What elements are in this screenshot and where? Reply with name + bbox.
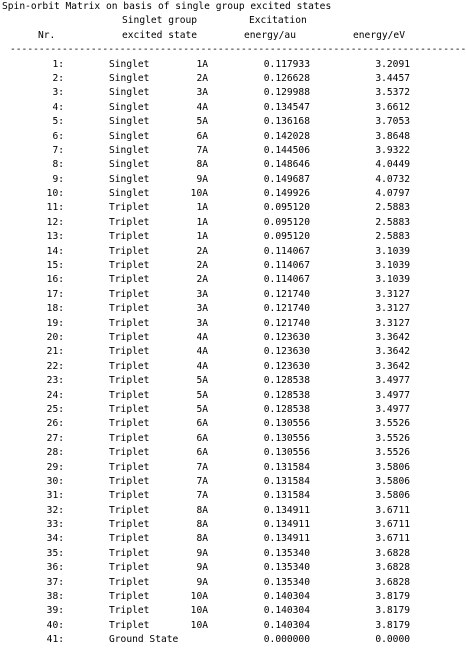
table-row <box>0 101 427 115</box>
table-row <box>0 230 427 244</box>
row-state: 10A <box>190 591 208 603</box>
row-type: Triplet <box>109 418 150 430</box>
table-row <box>0 144 427 158</box>
row-state: 4A <box>196 101 208 113</box>
row-type: Triplet <box>109 547 150 559</box>
row-energy-ev: 3.7053 <box>375 116 410 128</box>
row-energy-ev: 3.5806 <box>375 490 410 502</box>
row-state: 4A <box>196 360 208 372</box>
row-energy-au: 0.128538 <box>263 389 310 401</box>
row-energy-ev: 3.5526 <box>375 432 410 444</box>
row-state: 8A <box>196 519 208 531</box>
row-state: 10A <box>190 188 208 200</box>
row-energy-au: 0.131584 <box>263 475 310 487</box>
row-state: 9A <box>196 576 208 588</box>
table-row <box>0 374 427 388</box>
row-state: 2A <box>196 260 208 272</box>
row-state: 7A <box>196 475 208 487</box>
header-excited-state: excited state <box>122 29 198 41</box>
row-energy-ev: 3.4457 <box>375 72 410 84</box>
row-energy-au: 0.117933 <box>263 58 310 70</box>
row-number: 6: <box>52 130 64 142</box>
table-row <box>0 576 427 590</box>
row-energy-au: 0.095120 <box>263 216 310 228</box>
row-energy-au: 0.000000 <box>263 634 310 646</box>
document-title: Spin-orbit Matrix on basis of single group excited states <box>2 1 332 12</box>
row-number: 36: <box>46 562 64 574</box>
row-type: Singlet <box>109 87 150 99</box>
row-number: 34: <box>46 533 64 545</box>
row-number: 11: <box>46 202 64 214</box>
row-energy-ev: 3.5806 <box>375 475 410 487</box>
row-energy-ev: 4.0797 <box>375 188 410 200</box>
table-row <box>0 345 427 359</box>
row-energy-au: 0.135340 <box>263 576 310 588</box>
row-energy-ev: 3.4977 <box>375 375 410 387</box>
row-energy-ev: 3.4977 <box>375 403 410 415</box>
row-state: 10A <box>190 605 208 617</box>
row-energy-ev: 3.8179 <box>375 591 410 603</box>
row-state: 9A <box>196 173 208 185</box>
row-state: 3A <box>196 303 208 315</box>
row-energy-ev: 3.6828 <box>375 576 410 588</box>
table-row <box>0 302 427 316</box>
row-energy-ev: 3.4977 <box>375 389 410 401</box>
row-energy-au: 0.130556 <box>263 432 310 444</box>
row-type: Triplet <box>109 475 150 487</box>
row-number: 33: <box>46 519 64 531</box>
row-energy-au: 0.121740 <box>263 317 310 329</box>
table-row <box>0 187 427 201</box>
row-number: 25: <box>46 403 64 415</box>
header-separator-line <box>0 43 466 57</box>
row-type: Singlet <box>109 101 150 113</box>
row-state: 9A <box>196 562 208 574</box>
data-table-body <box>0 58 427 648</box>
row-type: Triplet <box>109 231 150 243</box>
header-nr: Nr. <box>38 29 56 41</box>
row-energy-ev: 3.6612 <box>375 101 410 113</box>
row-type: Triplet <box>109 447 150 459</box>
row-energy-au: 0.135340 <box>263 547 310 559</box>
table-row <box>0 158 427 172</box>
row-type: Triplet <box>109 216 150 228</box>
row-energy-au: 0.130556 <box>263 418 310 430</box>
row-state: 1A <box>196 216 208 228</box>
row-state: 4A <box>196 331 208 343</box>
table-row <box>0 216 427 230</box>
row-type: Triplet <box>109 432 150 444</box>
row-type: Triplet <box>109 346 150 358</box>
table-row <box>0 590 427 604</box>
row-state: 3A <box>196 288 208 300</box>
row-energy-ev: 3.1039 <box>375 260 410 272</box>
row-type: Triplet <box>109 461 150 473</box>
row-state: 6A <box>196 418 208 430</box>
table-row <box>0 130 427 144</box>
row-energy-ev: 3.3127 <box>375 303 410 315</box>
row-number: 2: <box>52 72 64 84</box>
row-number: 13: <box>46 231 64 243</box>
row-number: 18: <box>46 303 64 315</box>
row-energy-ev: 3.3642 <box>375 331 410 343</box>
row-energy-au: 0.114067 <box>263 274 310 286</box>
table-row <box>0 115 427 129</box>
row-energy-ev: 3.8648 <box>375 130 410 142</box>
row-number: 5: <box>52 116 64 128</box>
row-energy-ev: 3.6711 <box>375 504 410 516</box>
header-excitation: Excitation <box>249 15 307 27</box>
row-type: Triplet <box>109 605 150 617</box>
row-energy-au: 0.134547 <box>263 101 310 113</box>
table-row <box>0 259 427 273</box>
row-number: 4: <box>52 101 64 113</box>
row-energy-ev: 3.1039 <box>375 274 410 286</box>
row-energy-ev: 0.0000 <box>375 634 410 646</box>
table-row <box>0 432 427 446</box>
table-row <box>0 360 427 374</box>
row-state: 8A <box>196 504 208 516</box>
table-row <box>0 547 427 561</box>
table-row <box>0 72 427 86</box>
row-energy-ev: 3.5526 <box>375 447 410 459</box>
row-state: 5A <box>196 389 208 401</box>
row-state: 1A <box>196 58 208 70</box>
row-type: Triplet <box>109 360 150 372</box>
row-type: Triplet <box>109 331 150 343</box>
row-energy-au: 0.095120 <box>263 202 310 214</box>
table-row <box>0 389 427 403</box>
row-number: 29: <box>46 461 64 473</box>
row-number: 1: <box>52 58 64 70</box>
row-state: 8A <box>196 159 208 171</box>
row-type: Singlet <box>109 58 150 70</box>
row-type: Triplet <box>109 533 150 545</box>
row-type: Triplet <box>109 562 150 574</box>
row-energy-ev: 3.3642 <box>375 360 410 372</box>
row-type: Triplet <box>109 490 150 502</box>
table-row <box>0 403 427 417</box>
row-number: 23: <box>46 375 64 387</box>
row-number: 31: <box>46 490 64 502</box>
row-state: 2A <box>196 274 208 286</box>
row-energy-ev: 2.5883 <box>375 231 410 243</box>
row-energy-ev: 3.9322 <box>375 144 410 156</box>
row-energy-au: 0.148646 <box>263 159 310 171</box>
separator: ------------------------------------------------------------------------------- <box>10 44 466 56</box>
row-energy-ev: 2.5883 <box>375 216 410 228</box>
row-energy-au: 0.134911 <box>263 504 310 516</box>
row-number: 30: <box>46 475 64 487</box>
table-row <box>0 633 427 647</box>
row-state: 6A <box>196 432 208 444</box>
header-singlet-group: Singlet group <box>122 15 198 27</box>
row-state: 10A <box>190 619 208 631</box>
row-energy-au: 0.131584 <box>263 490 310 502</box>
header-title-line <box>0 0 427 14</box>
row-state: 6A <box>196 130 208 142</box>
table-row <box>0 201 427 215</box>
row-energy-au: 0.140304 <box>263 605 310 617</box>
row-energy-ev: 3.3642 <box>375 346 410 358</box>
table-row <box>0 288 427 302</box>
row-energy-au: 0.095120 <box>263 231 310 243</box>
row-number: 28: <box>46 447 64 459</box>
row-type: Singlet <box>109 159 150 171</box>
row-number: 14: <box>46 245 64 257</box>
row-energy-ev: 3.1039 <box>375 245 410 257</box>
row-energy-ev: 4.0449 <box>375 159 410 171</box>
row-energy-ev: 3.3127 <box>375 317 410 329</box>
row-number: 16: <box>46 274 64 286</box>
table-row <box>0 532 427 546</box>
row-number: 35: <box>46 547 64 559</box>
row-energy-au: 0.121740 <box>263 288 310 300</box>
row-energy-au: 0.140304 <box>263 619 310 631</box>
table-row <box>0 86 427 100</box>
row-number: 19: <box>46 317 64 329</box>
row-energy-au: 0.136168 <box>263 116 310 128</box>
row-state: 2A <box>196 72 208 84</box>
row-type: Singlet <box>109 72 150 84</box>
header-energy-ev: energy/eV <box>353 29 405 41</box>
row-type: Triplet <box>109 576 150 588</box>
table-row <box>0 504 427 518</box>
row-type: Triplet <box>109 591 150 603</box>
table-row <box>0 417 427 431</box>
row-number: 40: <box>46 619 64 631</box>
table-row <box>0 604 427 618</box>
row-type: Triplet <box>109 288 150 300</box>
table-row <box>0 173 427 187</box>
row-energy-au: 0.114067 <box>263 245 310 257</box>
row-number: 8: <box>52 159 64 171</box>
row-energy-ev: 3.3127 <box>375 288 410 300</box>
row-state: 9A <box>196 547 208 559</box>
row-number: 26: <box>46 418 64 430</box>
row-state: 1A <box>196 202 208 214</box>
row-energy-ev: 3.5372 <box>375 87 410 99</box>
row-number: 39: <box>46 605 64 617</box>
row-number: 38: <box>46 591 64 603</box>
row-energy-au: 0.140304 <box>263 591 310 603</box>
table-row <box>0 58 427 72</box>
table-row <box>0 489 427 503</box>
row-energy-au: 0.142028 <box>263 130 310 142</box>
row-state: 5A <box>196 116 208 128</box>
header-energy-au: energy/au <box>244 29 296 41</box>
row-state: 4A <box>196 346 208 358</box>
row-number: 22: <box>46 360 64 372</box>
header-line-2 <box>0 14 427 28</box>
table-row <box>0 317 427 331</box>
row-state: 3A <box>196 87 208 99</box>
row-type: Triplet <box>109 202 150 214</box>
row-type: Singlet <box>109 116 150 128</box>
row-type: Singlet <box>109 144 150 156</box>
table-row <box>0 273 427 287</box>
row-energy-au: 0.135340 <box>263 562 310 574</box>
row-number: 7: <box>52 144 64 156</box>
row-state: 5A <box>196 403 208 415</box>
row-energy-ev: 3.5806 <box>375 461 410 473</box>
row-type: Triplet <box>109 519 150 531</box>
row-energy-au: 0.134911 <box>263 519 310 531</box>
row-number: 17: <box>46 288 64 300</box>
row-state: 1A <box>196 231 208 243</box>
row-type: Singlet <box>109 173 150 185</box>
row-state: 2A <box>196 245 208 257</box>
row-energy-ev: 2.5883 <box>375 202 410 214</box>
row-energy-ev: 4.0732 <box>375 173 410 185</box>
row-type: Triplet <box>109 619 150 631</box>
row-type: Triplet <box>109 303 150 315</box>
row-energy-ev: 3.8179 <box>375 619 410 631</box>
row-number: 37: <box>46 576 64 588</box>
row-energy-au: 0.130556 <box>263 447 310 459</box>
row-type: Triplet <box>109 260 150 272</box>
table-row <box>0 561 427 575</box>
row-number: 9: <box>52 173 64 185</box>
row-type: Triplet <box>109 317 150 329</box>
row-energy-ev: 3.2091 <box>375 58 410 70</box>
row-number: 10: <box>46 188 64 200</box>
row-energy-au: 0.144506 <box>263 144 310 156</box>
row-state: 5A <box>196 375 208 387</box>
row-number: 41: <box>46 634 64 646</box>
row-energy-au: 0.126628 <box>263 72 310 84</box>
row-number: 27: <box>46 432 64 444</box>
row-state: 6A <box>196 447 208 459</box>
row-number: 3: <box>52 87 64 99</box>
row-energy-ev: 3.6828 <box>375 562 410 574</box>
row-energy-ev: 3.5526 <box>375 418 410 430</box>
row-number: 21: <box>46 346 64 358</box>
row-energy-au: 0.128538 <box>263 375 310 387</box>
row-energy-au: 0.123630 <box>263 346 310 358</box>
row-type: Singlet <box>109 188 150 200</box>
row-state: 7A <box>196 490 208 502</box>
row-number: 20: <box>46 331 64 343</box>
row-state: 8A <box>196 533 208 545</box>
row-state: 7A <box>196 461 208 473</box>
table-row <box>0 446 427 460</box>
row-energy-ev: 3.6828 <box>375 547 410 559</box>
row-state: 3A <box>196 317 208 329</box>
table-row <box>0 619 427 633</box>
table-row <box>0 245 427 259</box>
row-energy-ev: 3.6711 <box>375 519 410 531</box>
row-type: Triplet <box>109 389 150 401</box>
row-type: Triplet <box>109 245 150 257</box>
row-energy-au: 0.149687 <box>263 173 310 185</box>
row-energy-au: 0.131584 <box>263 461 310 473</box>
table-row <box>0 518 427 532</box>
row-number: 32: <box>46 504 64 516</box>
row-energy-ev: 3.6711 <box>375 533 410 545</box>
row-number: 12: <box>46 216 64 228</box>
row-energy-au: 0.121740 <box>263 303 310 315</box>
table-row <box>0 461 427 475</box>
table-row <box>0 475 427 489</box>
row-energy-au: 0.123630 <box>263 331 310 343</box>
row-type: Triplet <box>109 403 150 415</box>
row-number: 24: <box>46 389 64 401</box>
row-energy-au: 0.114067 <box>263 260 310 272</box>
row-type: Triplet <box>109 504 150 516</box>
row-number: 15: <box>46 260 64 272</box>
row-type: Triplet <box>109 375 150 387</box>
table-row <box>0 331 427 345</box>
header-line-3 <box>0 29 427 43</box>
row-type: Singlet <box>109 130 150 142</box>
row-energy-au: 0.134911 <box>263 533 310 545</box>
row-energy-au: 0.149926 <box>263 188 310 200</box>
row-state: 7A <box>196 144 208 156</box>
row-type: Ground State <box>109 634 179 646</box>
row-energy-au: 0.128538 <box>263 403 310 415</box>
row-energy-ev: 3.8179 <box>375 605 410 617</box>
row-energy-au: 0.129988 <box>263 87 310 99</box>
row-type: Triplet <box>109 274 150 286</box>
row-energy-au: 0.123630 <box>263 360 310 372</box>
